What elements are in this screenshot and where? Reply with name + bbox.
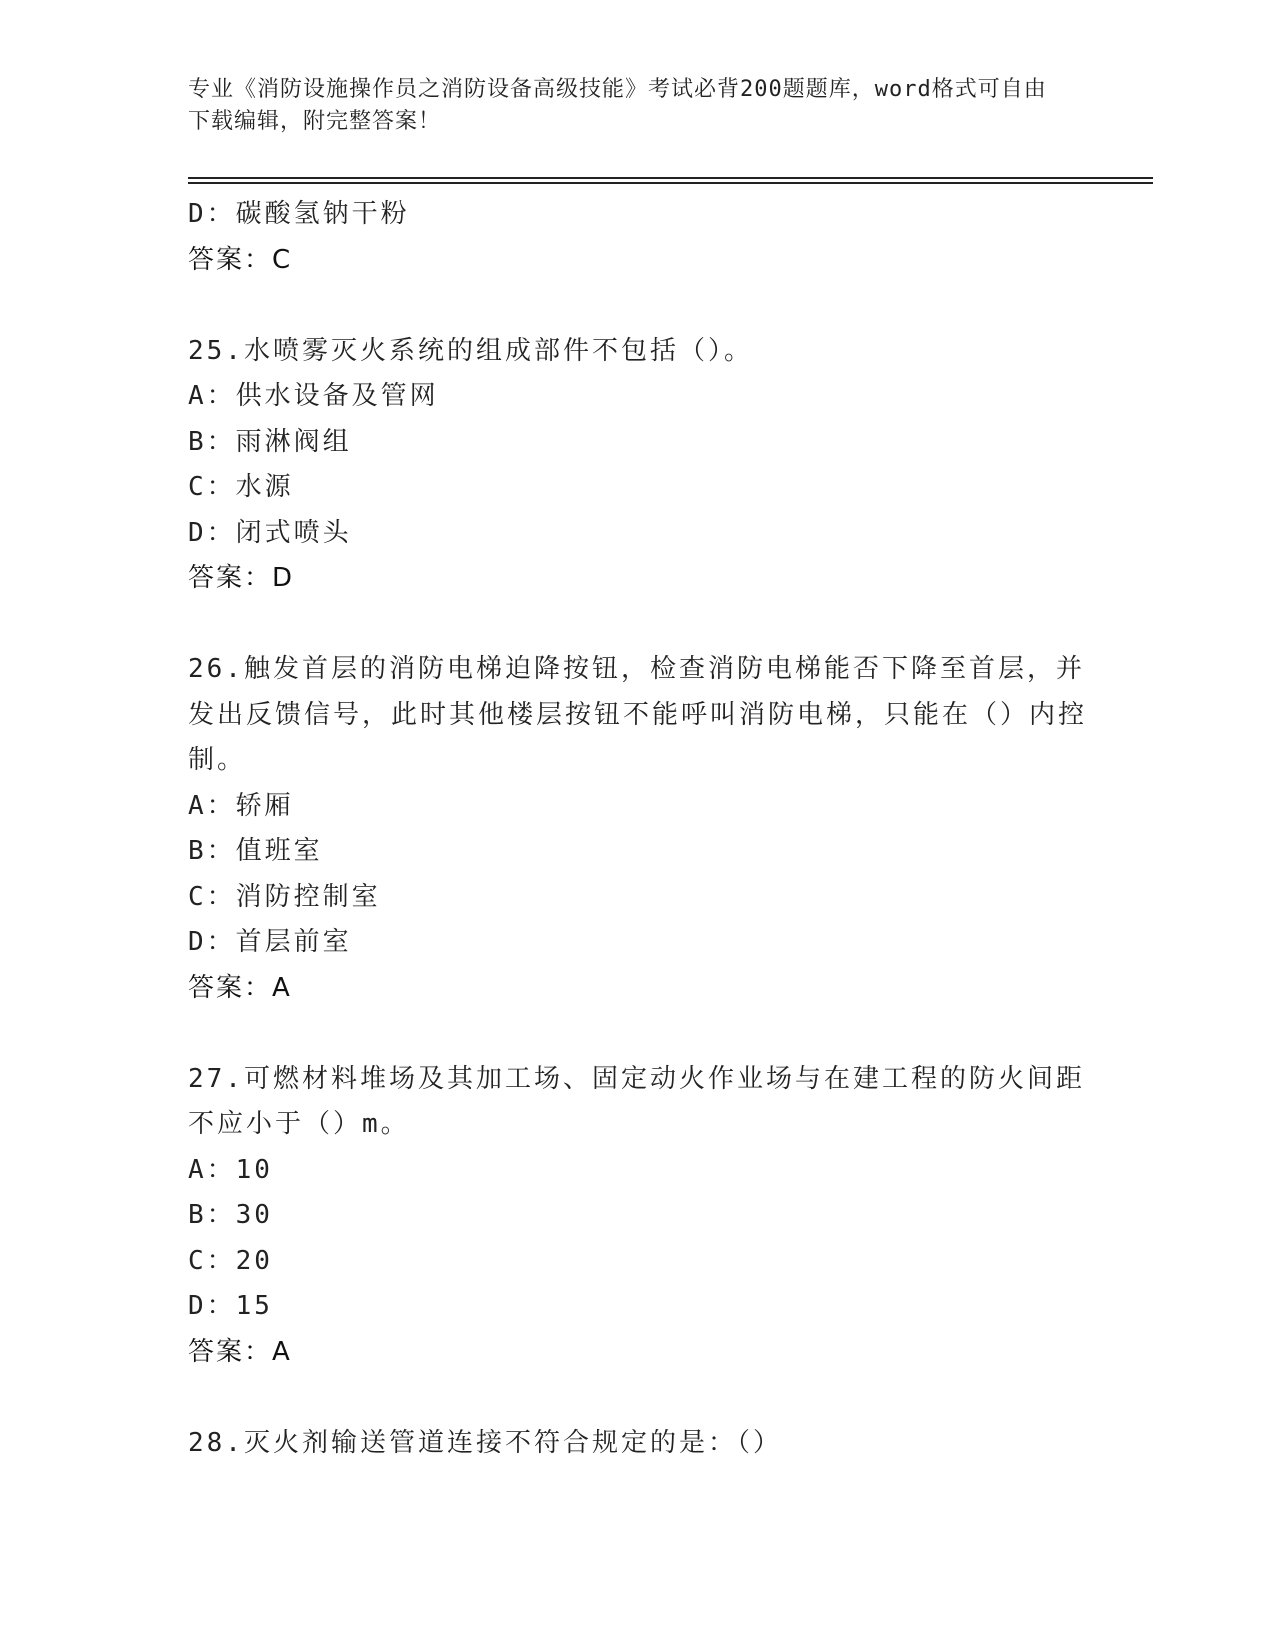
option-c: C：消防控制室	[188, 881, 381, 912]
option-b: B：雨淋阀组	[188, 426, 352, 457]
document-header: 专业《消防设施操作员之消防设备高级技能》考试必背200题题库，word格式可自由下载编辑，附完整答案！	[188, 77, 1047, 134]
option-d: D：15	[188, 1291, 273, 1321]
spacer	[188, 1011, 1088, 1057]
option-d: D：碳酸氢钠干粉	[188, 199, 410, 229]
question-list	[188, 192, 1088, 1466]
question-25	[188, 329, 1088, 602]
question-stem: 26.触发首层的消防电梯迫降按钮，检查消防电梯能否下降至首层，并发出反馈信号，此时其他楼层按钮不能呼叫消防电梯，只能在（）内控制。	[188, 654, 1088, 775]
option-d: D：闭式喷头	[188, 517, 352, 548]
option-a: A：10	[188, 1154, 273, 1185]
option-b: B：30	[188, 1200, 273, 1230]
option-a: A：供水设备及管网	[188, 381, 439, 411]
question-stem: 25.水喷雾灭火系统的组成部件不包括（）。	[188, 335, 753, 366]
question-27	[188, 1057, 1088, 1376]
option-c: C：水源	[188, 472, 294, 502]
option-b: B：值班室	[188, 836, 323, 866]
spacer	[188, 1375, 1088, 1421]
spacer	[188, 602, 1088, 648]
question-28	[188, 1421, 1088, 1467]
option-d: D：首层前室	[188, 927, 352, 957]
question-26	[188, 647, 1088, 1011]
option-a: A：轿厢	[188, 790, 294, 821]
spacer	[188, 283, 1088, 329]
answer-line: 答案：C	[188, 244, 293, 275]
option-c: C：20	[188, 1245, 273, 1276]
answer-line: 答案：D	[188, 563, 295, 593]
header-divider-top	[188, 177, 1153, 179]
question-stem: 28.灭火剂输送管道连接不符合规定的是：（）	[188, 1427, 782, 1458]
header-divider-bottom	[188, 182, 1153, 184]
answer-line: 答案：A	[188, 972, 292, 1003]
question-stem: 27.可燃材料堆场及其加工场、固定动火作业场与在建工程的防火间距不应小于（）m。	[188, 1063, 1085, 1139]
answer-line: 答案：A	[188, 1336, 292, 1367]
